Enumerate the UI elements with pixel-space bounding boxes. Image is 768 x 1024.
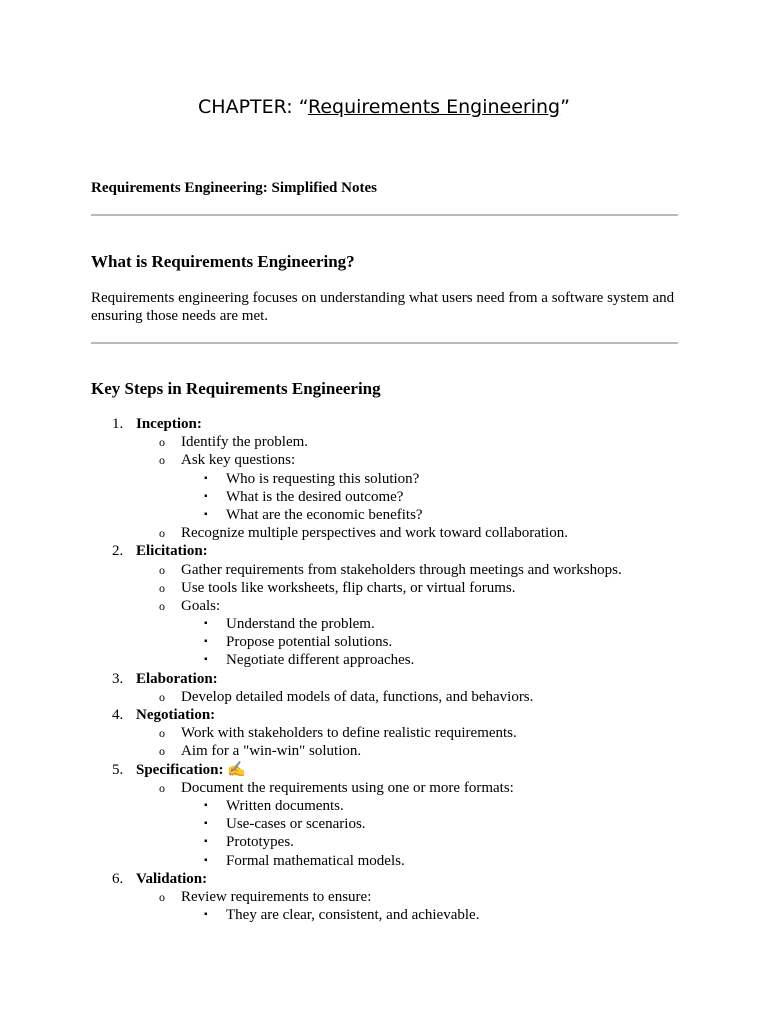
list-item: o Review requirements to ensure: <box>159 888 372 905</box>
list-item: ▪ Propose potential solutions. <box>204 634 393 651</box>
list-item: ▪ What are the economic benefits? <box>204 506 423 523</box>
square-bullet-icon: ▪ <box>204 490 208 502</box>
list-item: o Document the requirements using one or more formats: <box>159 779 514 796</box>
list-item: o Develop detailed models of data, functions, and behaviors. <box>159 688 534 705</box>
list-item: ▪ Formal mathematical models. <box>204 852 405 869</box>
circle-bullet-icon: o <box>159 780 165 795</box>
list-item-step-2: 2. Elicitation: <box>112 543 208 560</box>
list-item: ▪ Use-cases or scenarios. <box>204 816 366 833</box>
list-item-step-1: 1. Inception: <box>112 416 202 432</box>
square-bullet-icon: ▪ <box>204 854 208 866</box>
step-title: Negotiation: <box>136 707 216 723</box>
circle-bullet-icon: o <box>159 435 165 450</box>
list-item: ▪ What is the desired outcome? <box>204 488 404 505</box>
circle-bullet-icon: o <box>159 689 165 704</box>
list-item: o Identify the problem. <box>159 434 309 451</box>
list-item: ▪ Prototypes. <box>204 834 294 851</box>
circle-bullet-icon: o <box>159 598 165 613</box>
list-item: o Goals: <box>159 597 221 614</box>
divider <box>91 214 678 216</box>
circle-bullet-icon: o <box>159 726 165 741</box>
list-item: ▪ Who is requesting this solution? <box>204 470 420 487</box>
square-bullet-icon: ▪ <box>204 636 208 648</box>
chapter-title: CHAPTER: “Requirements Engineering” <box>198 96 570 118</box>
square-bullet-icon: ▪ <box>204 508 208 520</box>
section-heading-key-steps: Key Steps in Requirements Engineering <box>91 379 381 398</box>
circle-bullet-icon: o <box>159 889 165 904</box>
step-title: Elicitation: <box>136 543 208 560</box>
chapter-title-underlined: Requirements Engineering <box>307 96 561 118</box>
list-item-step-3: 3. Elaboration: <box>112 670 218 687</box>
square-bullet-icon: ▪ <box>204 836 208 848</box>
list-item: o Gather requirements from stakeholders through meetings and workshops. <box>159 561 622 578</box>
writing-hand-icon: ✍ <box>227 761 246 778</box>
list-item: o Use tools like worksheets, flip charts, or virtual forums. <box>159 579 516 596</box>
square-bullet-icon: ▪ <box>204 472 208 484</box>
divider <box>91 342 678 344</box>
list-item: o Work with stakeholders to define realistic requirements. <box>159 725 517 742</box>
list-item-step-5: 5. Specification: ✍ <box>112 761 246 778</box>
list-item: ▪ Understand the problem. <box>204 616 375 633</box>
step-title: Validation: <box>136 870 208 887</box>
list-item: ▪ They are clear, consistent, and achievable. <box>204 907 480 924</box>
circle-bullet-icon: o <box>159 580 165 595</box>
intro-paragraph: Requirements engineering focuses on understanding what users need from a software system and ensuring those needs are met. <box>91 290 675 324</box>
square-bullet-icon: ▪ <box>204 799 208 811</box>
circle-bullet-icon: o <box>159 744 165 759</box>
step-title: Elaboration: <box>136 670 218 687</box>
section-heading-what-is: What is Requirements Engineering? <box>91 252 355 271</box>
list-item: o Ask key questions: <box>159 452 296 469</box>
square-bullet-icon: ▪ <box>204 654 208 666</box>
square-bullet-icon: ▪ <box>204 909 208 921</box>
list-item: ▪ Written documents. <box>204 797 344 814</box>
list-item-step-4: 4. Negotiation: <box>112 707 216 723</box>
step-title: Inception: <box>136 416 202 432</box>
circle-bullet-icon: o <box>159 526 165 541</box>
list-item: o Aim for a "win-win" solution. <box>159 743 362 760</box>
circle-bullet-icon: o <box>159 562 165 577</box>
list-item: ▪ Negotiate different approaches. <box>204 652 415 669</box>
document-subtitle: Requirements Engineering: Simplified Notes <box>91 180 377 196</box>
square-bullet-icon: ▪ <box>204 618 208 630</box>
step-title: Specification: <box>136 761 224 778</box>
list-item: o Recognize multiple perspectives and work toward collaboration. <box>159 525 568 542</box>
steps-list <box>0 415 768 924</box>
circle-bullet-icon: o <box>159 453 165 468</box>
square-bullet-icon: ▪ <box>204 818 208 830</box>
list-item-step-6: 6. Validation: <box>112 870 208 887</box>
